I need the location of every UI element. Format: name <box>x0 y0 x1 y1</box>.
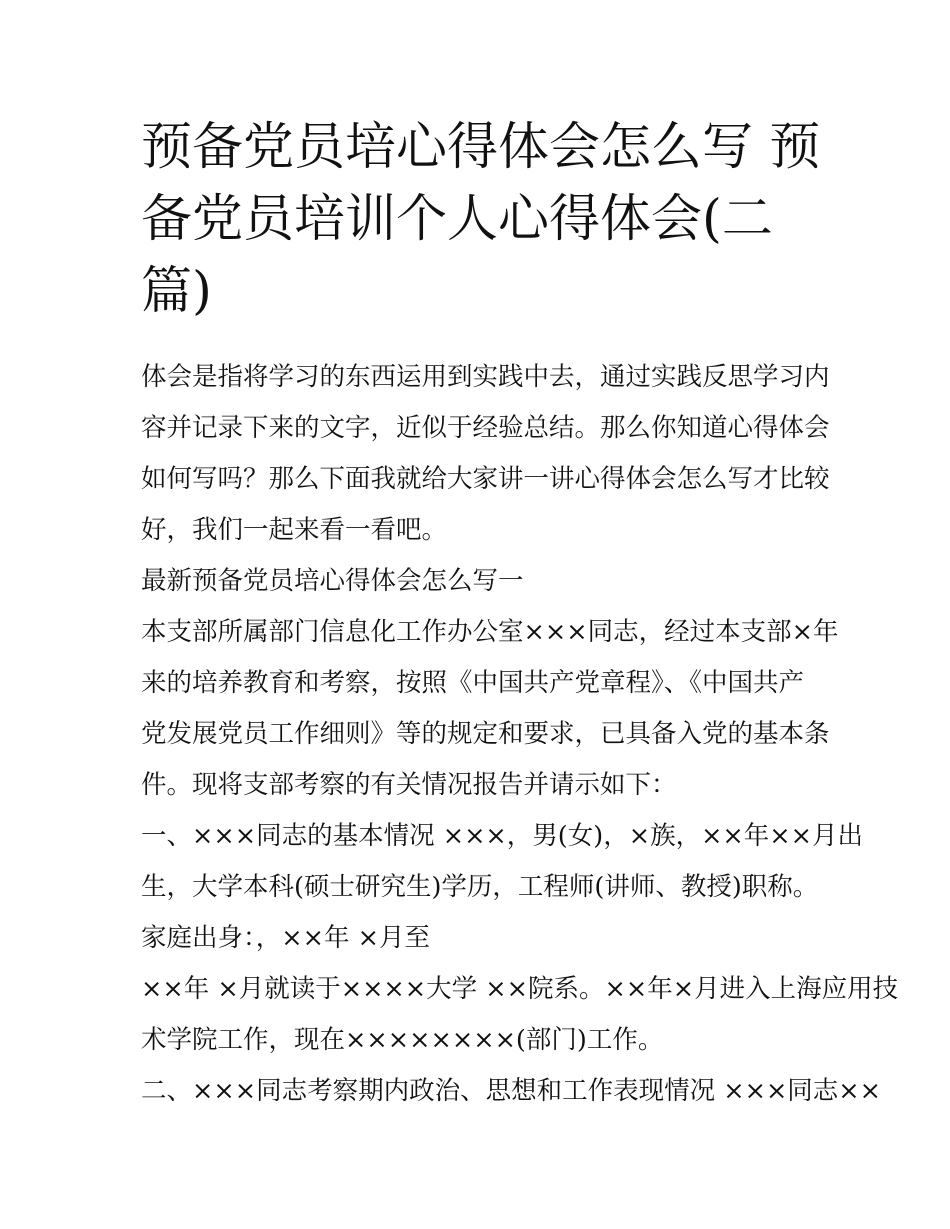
document-title <box>141 112 821 328</box>
body-line-3: 如何写吗？那么下面我就给大家讲一讲心得体会怎么写才比较 <box>141 464 830 494</box>
section-heading-1: 最新预备党员培心得体会怎么写一 <box>141 566 524 596</box>
body-line-15: 二、×××同志考察期内政治、思想和工作表现情况 ×××同志×× <box>141 1076 882 1106</box>
title-line-1: 预备党员培心得体会怎么写 预 <box>141 118 821 177</box>
body-line-2: 容并记录下来的文字，近似于经验总结。那么你知道心得体会 <box>141 413 830 443</box>
body-line-14: 术学院工作，现在××××××××(部门)工作。 <box>141 1025 664 1055</box>
body-line-9: 件。现将支部考察的有关情况报告并请示如下： <box>141 770 677 800</box>
body-line-12: 家庭出身：，××年 ×月至 <box>141 923 430 953</box>
body-line-10: 一、×××同志的基本情况 ×××，男(女)，×族，××年××月出 <box>141 821 864 851</box>
body-line-1: 体会是指将学习的东西运用到实践中去，通过实践反思学习内 <box>141 362 830 392</box>
title-line-3: 篇) <box>141 262 212 321</box>
body-line-7: 来的培养教育和考察，按照《中国共产党章程》、《中国共产 <box>141 668 805 698</box>
title-line-2: 备党员培训个人心得体会(二 <box>141 190 773 249</box>
body-line-11: 生，大学本科(硕士研究生)学历，工程师(讲师、教授)职称。 <box>141 872 819 902</box>
body-line-13: ××年 ×月就读于××××大学 ××院系。××年×月进入上海应用技 <box>141 974 899 1004</box>
body-line-6: 本支部所属部门信息化工作办公室×××同志，经过本支部×年 <box>141 617 839 647</box>
body-line-8: 党发展党员工作细则》等的规定和要求，已具备入党的基本条 <box>141 719 830 749</box>
body-line-4: 好，我们一起来看一看吧。 <box>141 515 448 545</box>
document-body <box>141 352 899 1117</box>
